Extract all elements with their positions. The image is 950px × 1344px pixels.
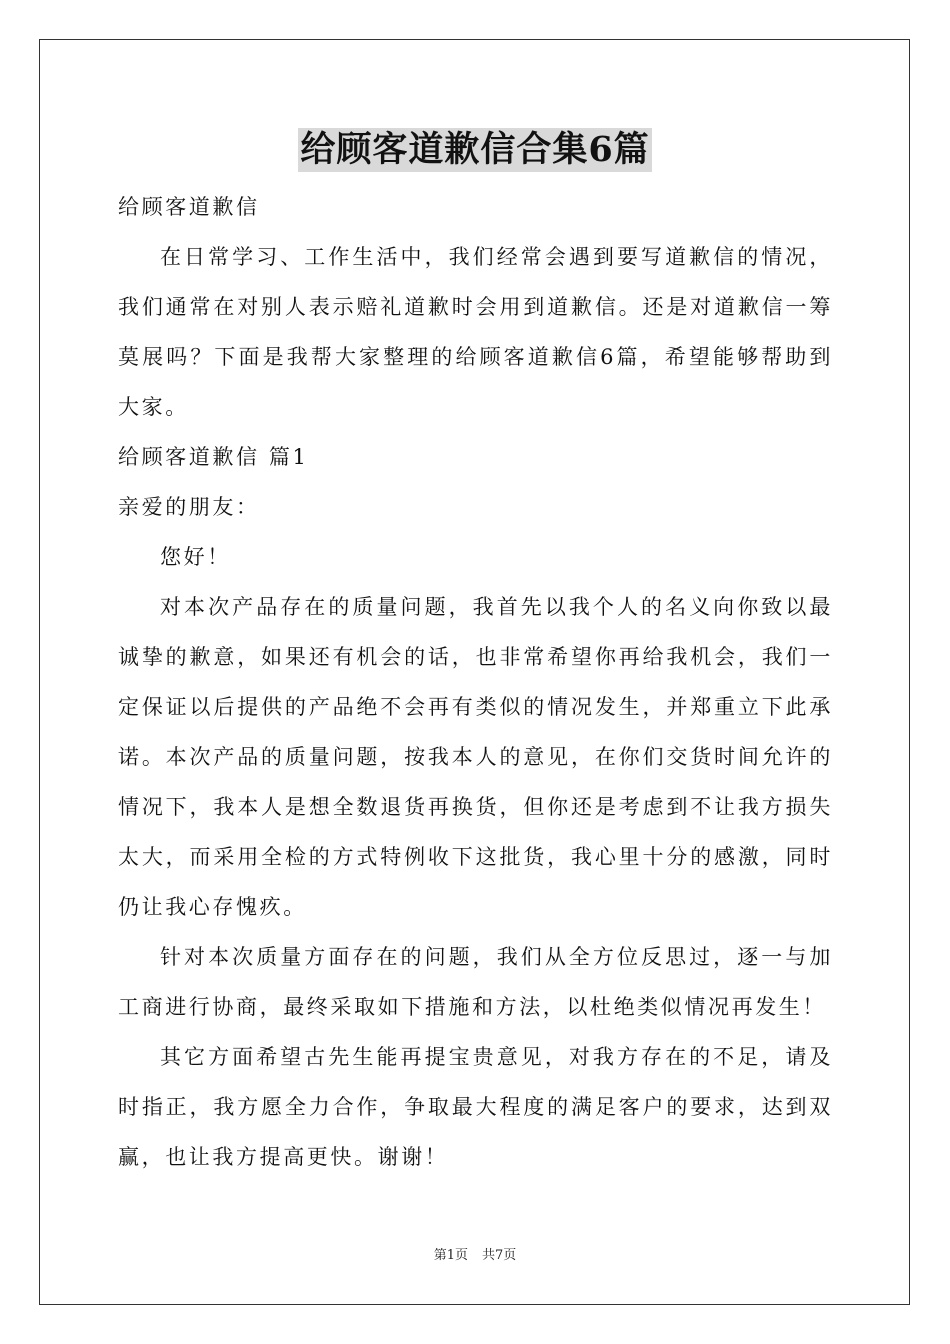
document-body: [118, 182, 833, 1182]
paragraph-intro: 在日常学习、工作生活中，我们经常会遇到要写道歉信的情况，我们通常在对别人表示赔礼道歉时会用到道歉信。还是对道歉信一筹莫展吗？下面是我帮大家整理的给顾客道歉信6篇，希望能够帮助到大家。: [118, 245, 833, 419]
paragraph-heading: 给顾客道歉信: [118, 195, 260, 219]
paragraph-section-heading: 给顾客道歉信 篇1: [118, 445, 309, 469]
paragraph-measures: 针对本次质量方面存在的问题，我们从全方位反思过，逐一与加工商进行协商，最终采取如下措施和方法，以杜绝类似情况再发生！: [118, 945, 833, 1019]
page-number-current: 第1页: [433, 1248, 468, 1263]
page-footer: [0, 1247, 950, 1265]
page-number-total: 共7页: [482, 1248, 517, 1263]
paragraph-apology: 对本次产品存在的质量问题，我首先以我个人的名义向你致以最诚挚的歉意，如果还有机会的话，也非常希望你再给我机会，我们一定保证以后提供的产品绝不会再有类似的情况发生，并郑重立下此承诺。本次产品的质量问题，按我本人的意见，在你们交货时间允许的情况下，我本人是想全数退货再换货，但你还是考虑到不让我方损失太大，而采用全检的方式特例收下这批货，我心里十分的感激，同时仍让我心存愧疚。: [118, 595, 833, 919]
paragraph-closing: 其它方面希望古先生能再提宝贵意见，对我方存在的不足，请及时指正，我方愿全力合作，争取最大程度的满足客户的要求，达到双赢，也让我方提高更快。谢谢！: [118, 1045, 833, 1169]
document-title: 给顾客道歉信合集6篇: [300, 129, 650, 170]
paragraph-salutation: 亲爱的朋友：: [118, 495, 260, 519]
title-wrap: [0, 128, 950, 172]
paragraph-greeting: 您好！: [160, 545, 231, 569]
